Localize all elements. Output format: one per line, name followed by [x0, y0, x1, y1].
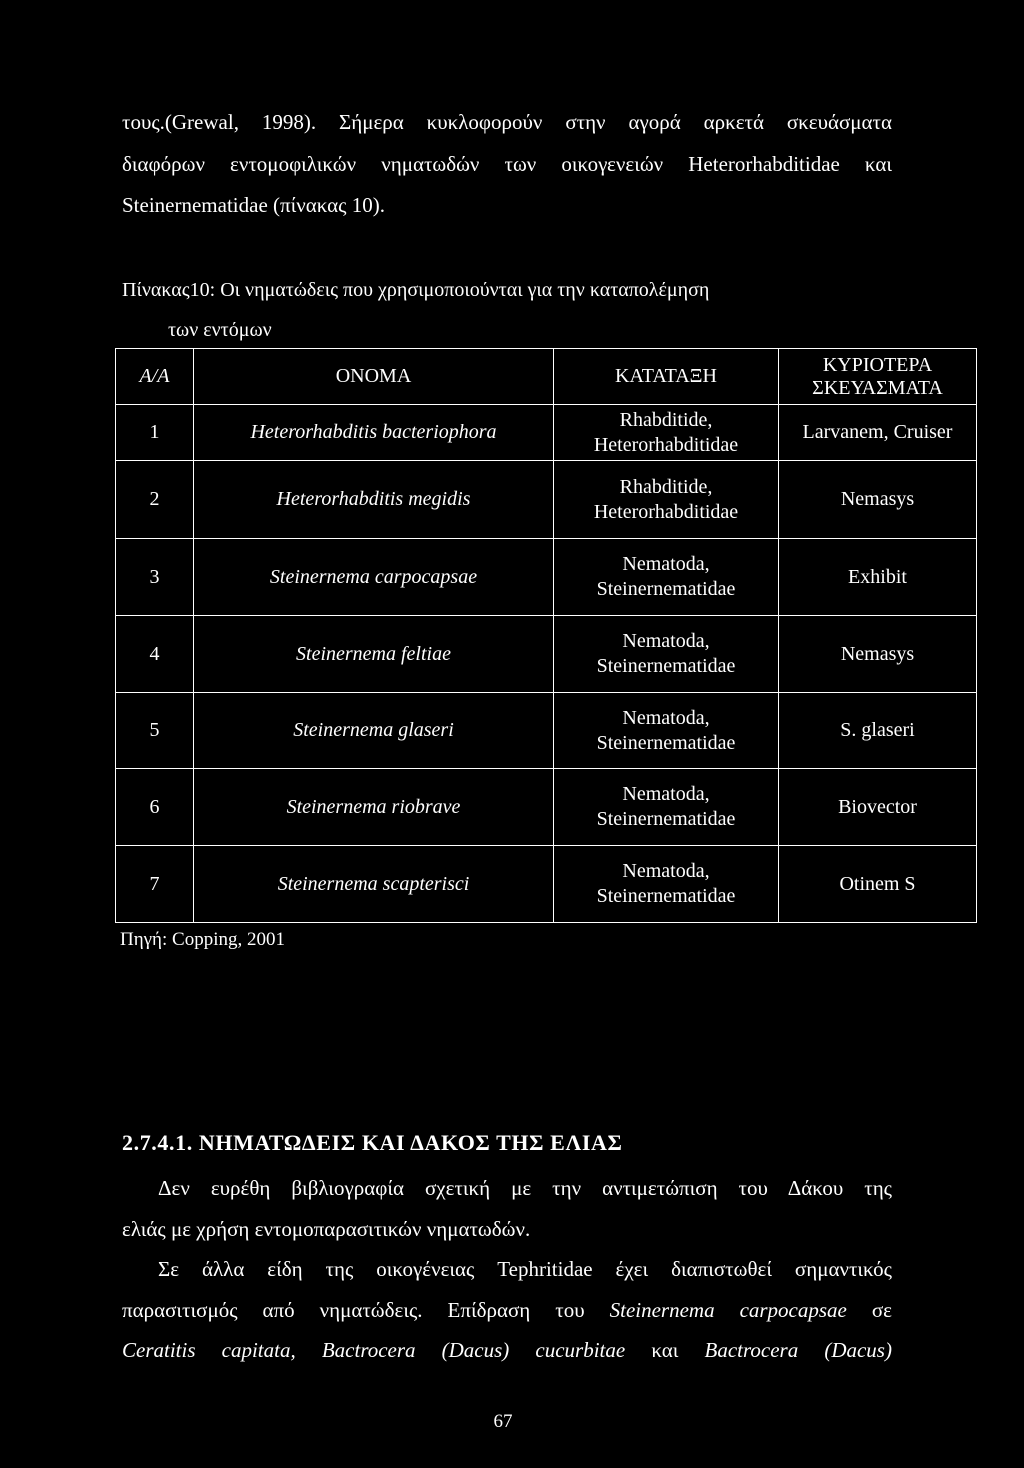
table-row	[116, 693, 977, 769]
table-caption-line: Πίνακας10: Οι νηματώδεις που χρησιμοποιούνται για την καταπολέμηση	[122, 279, 710, 301]
table-row	[116, 769, 977, 846]
paragraph-text: σε	[846, 1297, 893, 1322]
products-cell: Biovector	[779, 769, 977, 846]
classification-line: Rhabditide,	[619, 475, 713, 498]
row-index-cell: 4	[116, 616, 194, 693]
table-row	[116, 539, 977, 616]
row-index-cell: 1	[116, 405, 194, 461]
classification-cell	[554, 539, 779, 616]
intro-paragraph	[122, 102, 892, 227]
classification-cell	[554, 616, 779, 693]
row-index-cell: 7	[116, 846, 194, 923]
classification-cell	[554, 693, 779, 769]
table-row	[116, 616, 977, 693]
table-header-name: ΟΝΟΜΑ	[194, 349, 554, 405]
row-index-cell: 5	[116, 693, 194, 769]
paragraph-line	[122, 1330, 892, 1371]
nematode-table-wrapper	[115, 348, 977, 923]
table-header-products	[779, 349, 977, 405]
section-heading: 2.7.4.1. ΝΗΜΑΤΩΔΕΙΣ ΚΑΙ ΔΑΚΟΣ ΤΗΣ ΕΛΙΑΣ	[122, 1130, 623, 1155]
table-row	[116, 846, 977, 923]
classification-line: Nematoda,	[622, 630, 710, 652]
nematode-table	[115, 348, 977, 923]
row-index-cell: 6	[116, 769, 194, 846]
paragraph-line	[122, 1168, 892, 1209]
species-name-cell: Steinernema glaseri	[194, 693, 554, 769]
species-name-cell: Steinernema riobrave	[194, 769, 554, 846]
intro-line: τους.(Grewal, 1998). Σήμερα κυκλοφορούν στην αγορά αρκετά σκευάσματα	[122, 110, 892, 134]
section-paragraph	[122, 1168, 892, 1371]
paragraph-text: παρασιτισμός από νηματώδεις. Επίδραση του	[122, 1297, 610, 1322]
species-name-cell: Heterorhabditis megidis	[194, 461, 554, 539]
classification-line: Rhabditide,	[619, 408, 713, 431]
paragraph-text: Δεν ευρέθη βιβλιογραφία σχετική με την αντιμετώπιση του Δάκου της	[158, 1176, 892, 1200]
species-name-text: Ceratitis capitata, Bactrocera (Dacus) cucurbitae	[122, 1338, 626, 1362]
paragraph-text: και	[625, 1338, 705, 1362]
species-name-cell: Heterorhabditis bacteriophora	[194, 405, 554, 461]
table-header-products-line: ΣΚΕΥΑΣΜΑΤΑ	[812, 376, 943, 399]
classification-line: Steinernematidae	[596, 885, 736, 907]
intro-line: Steinernematidae (πίνακας 10).	[122, 193, 385, 217]
classification-line: Steinernematidae	[596, 808, 736, 830]
species-name-text: Bactrocera (Dacus)	[704, 1338, 892, 1362]
classification-line: Nematoda,	[622, 553, 710, 575]
table-row	[116, 461, 977, 539]
classification-line: Nematoda,	[622, 783, 710, 805]
classification-cell	[554, 846, 779, 923]
paragraph-line	[122, 1209, 892, 1250]
table-header-index: Α/Α	[116, 349, 194, 405]
table-header-classification: ΚΑΤΑΤΑΞΗ	[554, 349, 779, 405]
table-header-row	[116, 349, 977, 405]
products-cell: S. glaseri	[779, 693, 977, 769]
species-name-text: Steinernema carpocapsae	[609, 1297, 847, 1322]
products-cell: Nemasys	[779, 616, 977, 693]
intro-line: διαφόρων εντομοφιλικών νηματωδών των οικογενειών Heterorhabditidae και	[122, 151, 892, 176]
classification-cell	[554, 405, 779, 461]
classification-line: Heterorhabditidae	[593, 500, 739, 523]
products-cell: Nemasys	[779, 461, 977, 539]
table-caption	[122, 270, 822, 350]
table-header-products-line: ΚΥΡΙΟΤΕΡΑ	[822, 353, 933, 376]
products-cell: Larvanem, Cruiser	[779, 405, 977, 461]
page-number: 67	[493, 1411, 513, 1432]
products-cell: Otinem S	[779, 846, 977, 923]
species-name-cell: Steinernema feltiae	[194, 616, 554, 693]
classification-line: Steinernematidae	[596, 578, 736, 600]
table-source: Πηγή: Copping, 2001	[120, 929, 285, 950]
table-caption-line: των εντόμων	[168, 319, 272, 341]
classification-line: Steinernematidae	[596, 655, 736, 677]
paragraph-text: Σε άλλα είδη της οικογένειας Tephritidae έχει διαπιστωθεί σημαντικός	[158, 1257, 892, 1281]
row-index-cell: 2	[116, 461, 194, 539]
classification-line: Steinernematidae	[596, 731, 736, 754]
species-name-cell: Steinernema scapterisci	[194, 846, 554, 923]
classification-line: Nematoda,	[622, 860, 710, 882]
classification-cell	[554, 769, 779, 846]
table-row	[116, 405, 977, 461]
products-cell: Exhibit	[779, 539, 977, 616]
paragraph-line	[122, 1290, 892, 1331]
classification-line: Heterorhabditidae	[593, 433, 739, 456]
paragraph-line	[122, 1249, 892, 1290]
classification-line: Nematoda,	[622, 706, 710, 729]
row-index-cell: 3	[116, 539, 194, 616]
paragraph-text: ελιάς με χρήση εντομοπαρασιτικών νηματωδών.	[122, 1216, 531, 1241]
species-name-cell: Steinernema carpocapsae	[194, 539, 554, 616]
classification-cell	[554, 461, 779, 539]
